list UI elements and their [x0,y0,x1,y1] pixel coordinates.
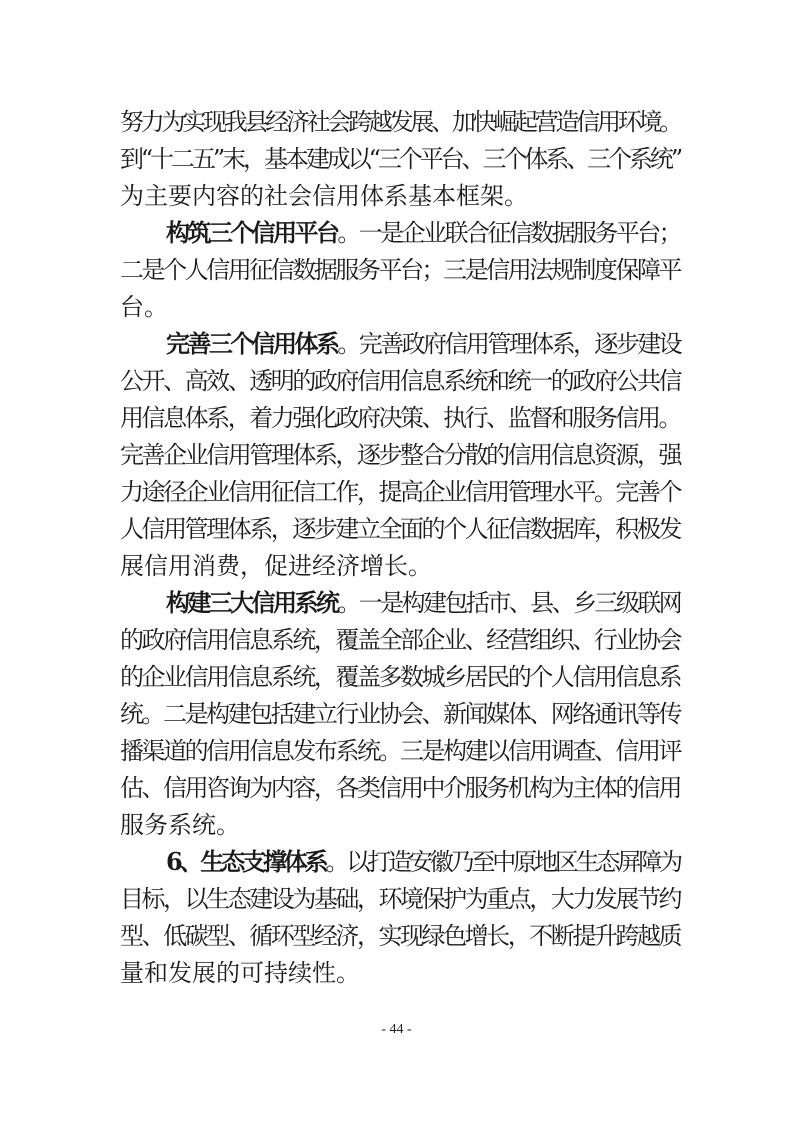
text-line [0,805,793,845]
text-line [0,916,793,956]
page-number: - 44 - [381,1022,412,1037]
text-line [0,139,793,179]
text-line [0,213,793,253]
line-text: 服务系统。 [120,811,240,839]
line-text: 二是个人信用征信数据服务平台；三是信用法规制度保障平 [120,256,681,284]
text-line [0,620,793,660]
line-text: 的政府信用信息系统，覆盖全部企业、经营组织、行业协会 [120,626,681,654]
line-text: 力途径企业信用征信工作，提高企业信用管理水平。完善个 [120,478,681,506]
line-text: 到“十二五”末，基本建成以“三个平台、三个体系、三个系统” [120,145,681,173]
text-line [0,583,793,623]
line-text: 估、信用咨询为内容，各类信用中介服务机构为主体的信用 [120,774,681,802]
line-text: 用信息体系，着力强化政府决策、执行、监督和服务信用。 [120,404,681,432]
text-line [0,250,793,290]
line-text: 。完善政府信用管理体系，逐步建设 [337,330,681,358]
text-line [0,546,793,586]
text-line [0,472,793,512]
line-text: 台。 [120,293,168,321]
text-line [0,768,793,808]
text-line [0,657,793,697]
line-text: 。一是企业联合征信数据服务平台； [337,219,681,247]
line-text: 量和发展的可持续性。 [120,959,360,987]
text-line [0,102,793,142]
text-line [0,176,793,216]
text-line [0,694,793,734]
text-line [0,435,793,475]
line-text: 公开、高效、透明的政府信用信息系统和统一的政府公共信 [120,367,681,395]
line-text: 为主要内容的社会信用体系基本框架。 [120,182,528,210]
text-line [0,287,793,327]
text-line [0,361,793,401]
line-text: 完善企业信用管理体系，逐步整合分散的信用信息资源，强 [120,441,681,469]
line-text: 的企业信用信息系统，覆盖多数城乡居民的个人信用信息系 [120,663,681,691]
text-line [0,879,793,919]
section-heading: 完善三个信用体系 [166,329,338,358]
section-heading: 构建三大信用系统 [166,588,338,617]
text-line [0,509,793,549]
line-text: 。以打造安徽乃至中原地区生态屏障为 [325,848,680,876]
line-text: 。一是构建包括市、县、乡三级联网 [337,589,681,617]
text-line [0,324,793,364]
line-text: 努力为实现我县经济社会跨越发展、加快崛起营造信用环境。 [120,108,680,136]
line-text: 播渠道的信用信息发布系统。三是构建以信用调查、信用评 [120,737,681,765]
line-text: 型、低碳型、循环型经济，实现绿色增长，不断提升跨越质 [120,922,681,950]
text-line [0,398,793,438]
text-line [0,731,793,771]
line-text: 人信用管理体系，逐步建立全面的个人征信数据库，积极发 [120,515,681,543]
text-line [0,842,793,882]
line-text: 统。二是构建包括建立行业协会、新闻媒体、网络通讯等传 [120,700,681,728]
line-text: 展信用消费，促进经济增长。 [120,552,432,580]
section-heading: 构筑三个信用平台 [166,218,338,247]
text-line [0,953,793,993]
section-heading: 6、生态支撑体系 [166,847,326,876]
line-text: 目标，以生态建设为基础，环境保护为重点，大力发展节约 [120,885,681,913]
